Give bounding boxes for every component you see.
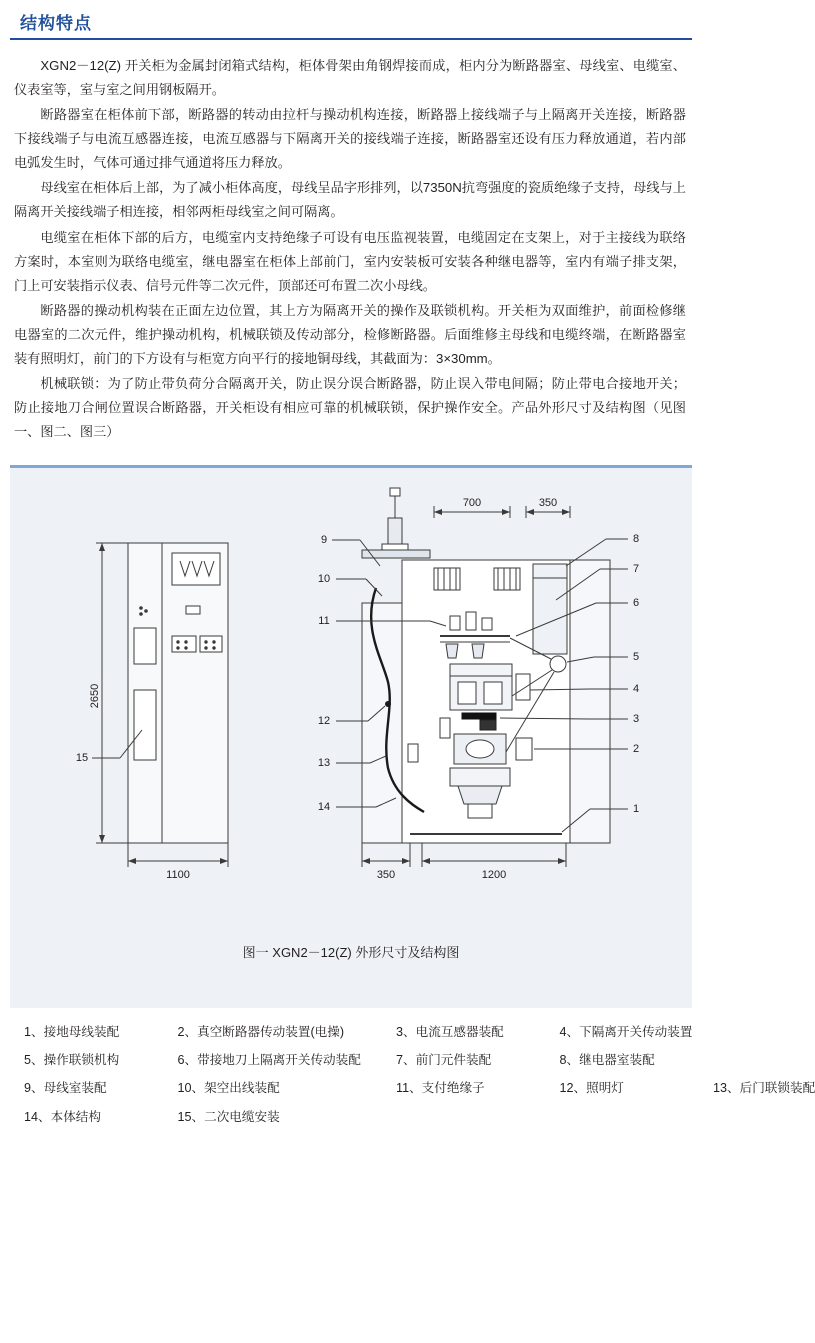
- dim-350-top: 350: [538, 496, 558, 509]
- section-header: [10, 0, 692, 40]
- legend-num: 6、: [177, 1052, 198, 1067]
- body-text: [0, 40, 700, 454]
- legend-num: 9、: [24, 1081, 44, 1096]
- legend-num: 5、: [24, 1052, 44, 1067]
- legend-num: 10、: [177, 1081, 205, 1096]
- callout-8: 8: [632, 532, 640, 545]
- callout-3: 3: [632, 712, 640, 725]
- legend-label: 照明灯: [586, 1081, 624, 1096]
- legend-label: 真空断路器传动装置(电操): [197, 1024, 345, 1039]
- legend-item: [713, 1074, 815, 1102]
- legend-row: [24, 1074, 815, 1102]
- legend-item: [24, 1046, 174, 1074]
- legend-label: 下隔离开关传动装置: [579, 1024, 693, 1039]
- callout-10: 10: [317, 572, 331, 585]
- legend-label: 继电器室装配: [579, 1052, 655, 1067]
- legend-label: 带接地刀上隔离开关传动装配: [197, 1052, 361, 1067]
- callout-11: 11: [318, 614, 330, 627]
- page-title: 结构特点: [20, 14, 92, 33]
- callout-4: 4: [632, 682, 640, 695]
- legend-item: [560, 1018, 693, 1046]
- legend-item: [24, 1074, 174, 1102]
- legend-num: 1、: [24, 1024, 44, 1039]
- legend-label: 母线室装配: [43, 1081, 107, 1096]
- legend-item: [560, 1074, 710, 1102]
- callout-15: 15: [75, 751, 89, 764]
- figure-legend: [0, 1008, 815, 1149]
- figure-drawing: [10, 468, 692, 938]
- legend-num: 4、: [559, 1024, 580, 1039]
- legend-label: 后门联锁装配: [739, 1081, 815, 1096]
- switchgear-drawing-svg: [10, 468, 692, 938]
- left-height-dim: 2650: [89, 683, 101, 708]
- legend-item: [178, 1018, 393, 1046]
- callout-7: 7: [632, 562, 640, 575]
- paragraph-4: 电缆室在柜体下部的后方，电缆室内支持绝缘子可设有电压监视装置，电缆固定在支架上，对于主接线为联络方案时，本室则为联络电缆室，继电器室在柜体上部前门，室内安装板可安装各种继电器等，室内有端子排支架，门上可安装指示仪表、信号元件等二次元件，顶部还可布置二次小母线。: [14, 229, 686, 293]
- paragraph-5: 断路器的操动机构装在正面左边位置，其上方为隔离开关的操作及联锁机构。开关柜为双面维护，前面检修继电器室的二次元件，维护操动机构，机械联锁及传动部分，检修断路器。后面维修主母线和电缆终端，在断路器室装有照明灯，前门的下方设有与柜宽方向平行的接地铜母线，其截面为：3×30mm。: [14, 302, 686, 366]
- callout-14: 14: [317, 800, 331, 813]
- legend-num: 3、: [396, 1024, 416, 1039]
- legend-item: [24, 1103, 174, 1131]
- paragraph-2: 断路器室在柜体前下部，断路器的转动由拉杆与操动机构连接，断路器上接线端子与上隔离开关连接，断路器下接线端子与电流互感器连接，电流互感器与下隔离开关的接线端子连接，断路器室还设有压力释放通道，若内部电弧发生时，气体可通过排气通道将压力释放。: [14, 107, 686, 171]
- callout-6: 6: [632, 596, 640, 609]
- legend-label: 二次电缆安装: [204, 1109, 280, 1124]
- dim-700: 700: [462, 496, 482, 509]
- legend-item: [178, 1046, 393, 1074]
- legend-label: 本体结构: [50, 1109, 101, 1124]
- left-width-dim: 1100: [166, 868, 190, 881]
- legend-num: 15、: [177, 1109, 205, 1124]
- legend-label: 电流互感器装配: [415, 1024, 504, 1039]
- paragraph-3: 母线室在柜体后上部，为了减小柜体高度，母线呈品字形排列，以7350N抗弯强度的瓷质绝缘子支持，母线与上隔离开关接线端子相连接，相邻两柜母线室之间可隔离。: [14, 180, 686, 220]
- legend-label: 操作联锁机构: [43, 1052, 120, 1067]
- legend-num: 2、: [177, 1024, 198, 1039]
- dim-350-bottom: 350: [376, 868, 396, 881]
- legend-item: [178, 1074, 393, 1102]
- legend-item: [24, 1018, 174, 1046]
- legend-row: [24, 1018, 693, 1046]
- legend-row: [24, 1103, 684, 1131]
- dim-1200: 1200: [481, 868, 507, 881]
- legend-label: 接地母线装配: [43, 1024, 120, 1039]
- legend-label: 架空出线装配: [204, 1081, 280, 1096]
- callout-2: 2: [632, 742, 640, 755]
- legend-item: [396, 1018, 556, 1046]
- figure-panel: [10, 465, 692, 1008]
- legend-item: [178, 1103, 280, 1131]
- legend-row: [24, 1046, 684, 1074]
- legend-item: [560, 1046, 655, 1074]
- legend-label: 前门元件装配: [415, 1052, 492, 1067]
- legend-num: 14、: [24, 1109, 51, 1124]
- callout-5: 5: [632, 650, 640, 663]
- callout-9: 9: [320, 533, 328, 546]
- figure-caption: 图一 XGN2－12(Z) 外形尺寸及结构图: [242, 944, 460, 960]
- paragraph-6: 机械联锁：为了防止带负荷分合隔离开关，防止误分误合断路器，防止误入带电间隔；防止带电合接地开关；防止接地刀合闸位置误合断路器，开关柜设有相应可靠的机械联锁，保护操作安全。产品外形尺寸及结构图（见图一、图二、图三）: [14, 375, 686, 439]
- legend-item: [396, 1046, 556, 1074]
- legend-label: 支付绝缘子: [421, 1081, 485, 1096]
- legend-num: 13、: [713, 1081, 740, 1096]
- callout-13: 13: [317, 756, 331, 769]
- callout-1: 1: [632, 802, 640, 815]
- legend-num: 8、: [559, 1052, 580, 1067]
- legend-item: [396, 1074, 556, 1102]
- legend-num: 7、: [396, 1052, 416, 1067]
- paragraph-1: XGN2－12(Z) 开关柜为金属封闭箱式结构，柜体骨架由角钢焊接而成，柜内分为断路器室、母线室、电缆室、仪表室等，室与室之间用钢板隔开。: [14, 58, 686, 98]
- legend-num: 11、: [396, 1081, 422, 1096]
- legend-num: 12、: [559, 1081, 587, 1096]
- callout-12: 12: [317, 714, 331, 727]
